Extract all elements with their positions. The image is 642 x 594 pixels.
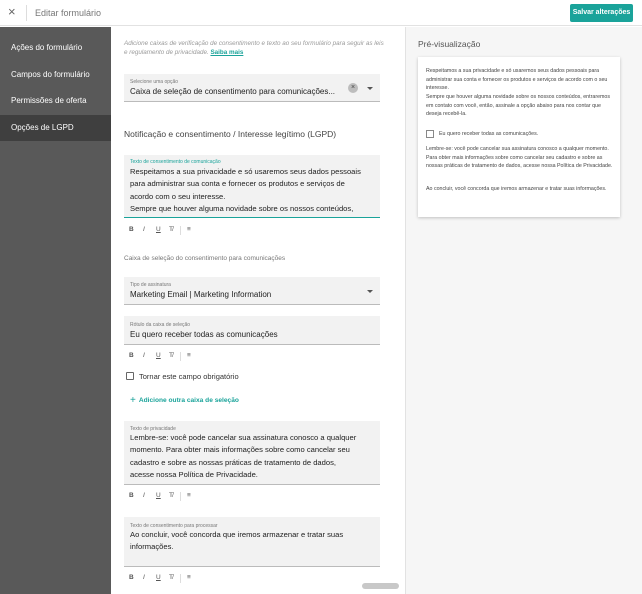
sidebar-item-offer-permissions[interactable]: Permissões de oferta: [11, 96, 87, 105]
plus-icon: +: [130, 395, 136, 406]
toolbar-divider: [180, 492, 181, 501]
top-bar: [0, 0, 642, 26]
chevron-down-icon[interactable]: [367, 87, 373, 90]
form-editor: [111, 27, 389, 594]
consent-text-label: Texto de consentimento de comunicação: [130, 159, 221, 165]
sidebar-item-lgpd-options[interactable]: Opções de LGPD: [0, 115, 111, 141]
topbar-divider: [26, 5, 27, 21]
bold-icon[interactable]: B: [129, 574, 134, 581]
clear-icon[interactable]: ×: [348, 83, 358, 93]
bold-icon[interactable]: B: [129, 492, 134, 499]
list-icon[interactable]: ≡: [187, 574, 191, 581]
preview-paragraph: Ao concluir, você concorda que iremos armazenar e tratar suas informações.: [426, 186, 607, 192]
checkbox-label-label: Rótulo da caixa de seleção: [130, 322, 191, 328]
list-icon[interactable]: ≡: [187, 352, 191, 359]
checkbox-label-field[interactable]: [124, 316, 380, 345]
italic-icon[interactable]: I: [143, 352, 145, 359]
save-changes-button[interactable]: Salvar alterações: [570, 4, 633, 22]
sidebar: [0, 27, 111, 594]
clear-format-icon[interactable]: T̸: [169, 574, 173, 581]
clear-format-icon[interactable]: T̸: [169, 492, 173, 499]
privacy-text-field[interactable]: [124, 421, 380, 485]
preview-paragraph: Sempre que houver alguma novidade sobre os nossos conteúdos, entraremos em contato com você, então, assinale a opção abaixo para nos contar que deseja recebê-la.: [426, 94, 611, 118]
preview-paragraph: Respeitamos a sua privacidade e só usaremos seus dados pessoais para administrar sua conta e fornecer os produtos e serviços de acordo com o seu interesse.: [426, 68, 608, 92]
underline-icon[interactable]: U: [156, 492, 161, 499]
preview-paragraph: Lembre-se: você pode cancelar sua assinatura conosco a qualquer momento. Para obter mais informações sobre como cancelar seu cadastro e sobre as nossas práticas de tratamento de dados, acesse nossa Política de Privacidade.: [426, 146, 613, 170]
clear-format-icon[interactable]: T̸: [169, 352, 173, 359]
underline-icon[interactable]: U: [156, 352, 161, 359]
bold-icon[interactable]: B: [129, 352, 134, 359]
option-select-label: Selecione uma opção: [130, 79, 179, 85]
processing-consent-value: Ao concluir, você concorda que iremos armazenar e tratar suas informações.: [130, 530, 344, 552]
sidebar-item-form-actions[interactable]: Ações do formulário: [11, 43, 83, 52]
preview-panel: [405, 27, 642, 594]
processing-consent-field[interactable]: [124, 517, 380, 567]
underline-icon[interactable]: U: [156, 226, 161, 233]
clear-format-icon[interactable]: T̸: [169, 226, 173, 233]
bold-icon[interactable]: B: [129, 226, 134, 233]
toolbar-divider: [180, 352, 181, 361]
option-select-value: Caixa de seleção de consentimento para comunicações...: [130, 87, 336, 96]
section-title: Notificação e consentimento / Interesse legítimo (LGPD): [124, 129, 337, 139]
subscription-type-select[interactable]: [124, 277, 380, 305]
lgpd-note: [124, 40, 384, 57]
required-checkbox[interactable]: [126, 372, 134, 380]
list-icon[interactable]: ≡: [187, 492, 191, 499]
subscription-type-label: Tipo de assinatura: [130, 282, 171, 288]
add-checkbox-link[interactable]: + Adicione outra caixa de seleção: [130, 395, 239, 406]
italic-icon[interactable]: I: [143, 574, 145, 581]
underline-icon[interactable]: U: [156, 574, 161, 581]
note-text: Adicione caixas de verificação de consentimento e texto ao seu formulário para seguir as leis e regulamento de privacidade.: [124, 40, 384, 56]
toolbar-divider: [180, 226, 181, 235]
sidebar-item-form-fields[interactable]: Campos do formulário: [11, 70, 90, 79]
italic-icon[interactable]: I: [143, 492, 145, 499]
toolbar-divider: [180, 574, 181, 583]
consent-text-value: Respeitamos a sua privacidade e só usaremos seus dados pessoais para administrar sua conta e fornecer os produtos e serviços de acordo com o seu interesse. Sempre que houver alguma novidade sobre os nossos conteúdos,: [130, 167, 361, 213]
option-select[interactable]: [124, 74, 380, 102]
close-icon[interactable]: ×: [8, 4, 16, 19]
preview-checkbox[interactable]: [426, 130, 434, 138]
required-checkbox-label: Tornar este campo obrigatório: [139, 372, 239, 381]
chevron-down-icon[interactable]: [367, 290, 373, 293]
subscription-type-value: Marketing Email | Marketing Information: [130, 290, 272, 299]
list-icon[interactable]: ≡: [187, 226, 191, 233]
page-title: Editar formulário: [35, 8, 102, 18]
italic-icon[interactable]: I: [143, 226, 145, 233]
preview-card: [418, 57, 620, 217]
processing-consent-label: Texto de consentimento para processar: [130, 523, 218, 529]
preview-checkbox-label: Eu quero receber todas as comunicações.: [439, 131, 539, 137]
horizontal-scrollbar[interactable]: [362, 583, 399, 589]
preview-title: Pré-visualização: [418, 39, 481, 49]
consent-text-field[interactable]: [124, 155, 380, 218]
checkbox-section-title: Caixa de seleção do consentimento para comunicações: [124, 255, 286, 262]
privacy-text-label: Texto de privacidade: [130, 426, 176, 432]
privacy-text-value: Lembre-se: você pode cancelar sua assinatura conosco a qualquer momento. Para obter mais informações sobre como cancelar seu cadastro e sobre as nossas práticas de tratamento de dados, acesse nossa Política de Privacidade.: [130, 433, 357, 479]
checkbox-label-value: Eu quero receber todas as comunicações: [130, 330, 278, 339]
learn-more-link[interactable]: Saiba mais: [210, 48, 244, 56]
